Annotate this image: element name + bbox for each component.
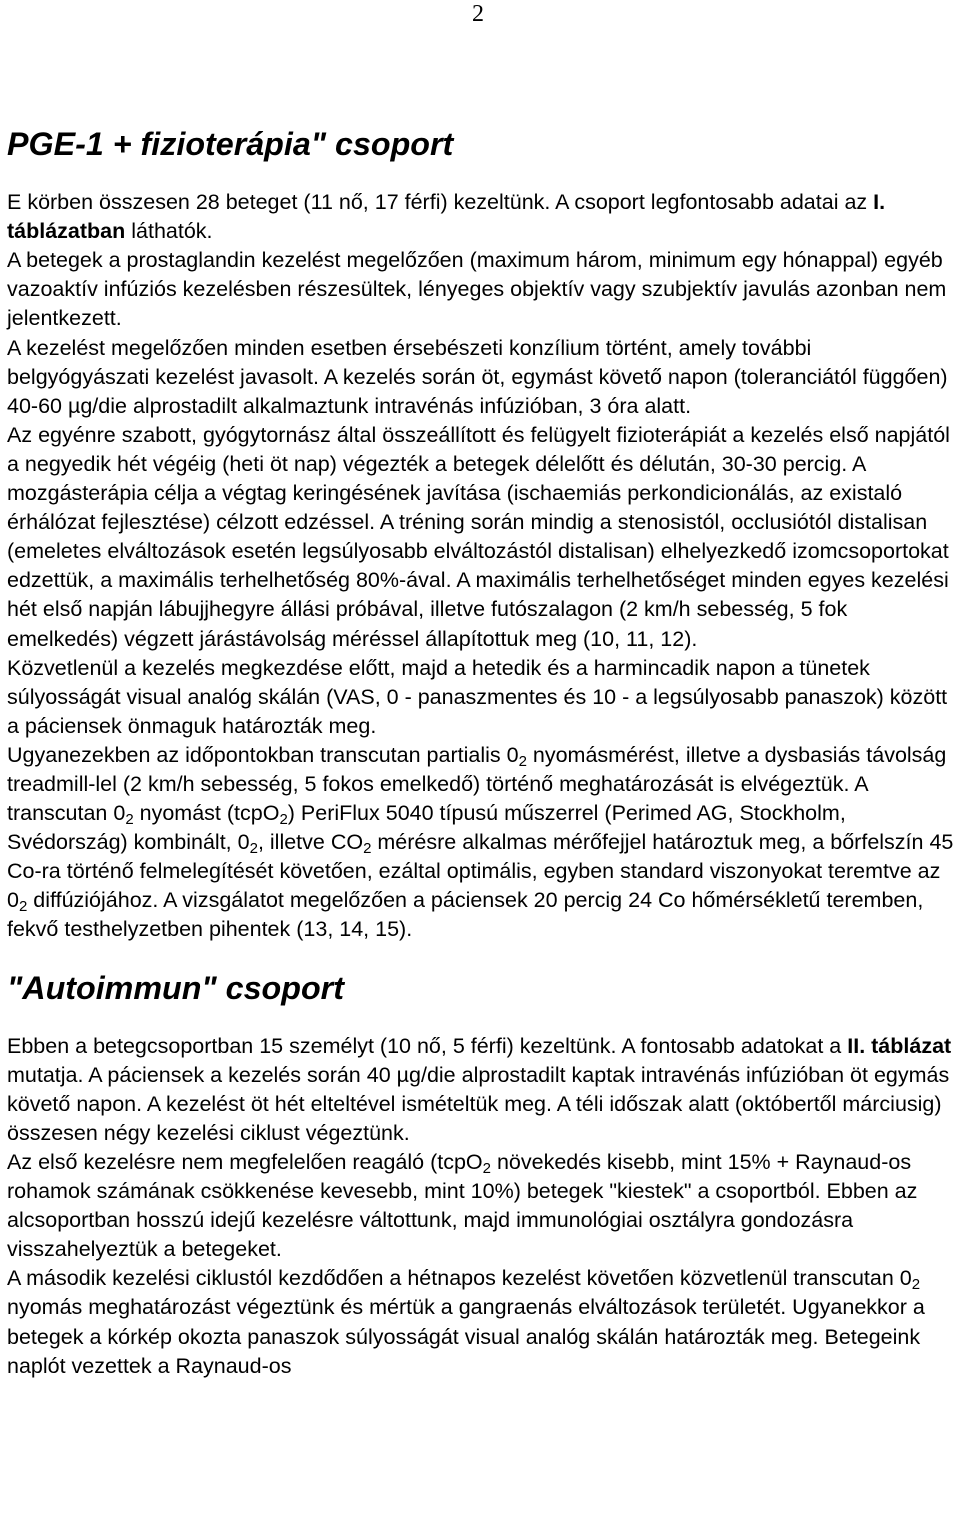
page-number: 2 <box>472 1 484 27</box>
document-body <box>7 126 957 1381</box>
paragraph-non-responders: Az első kezelésre nem megfelelően reagáló (tcpO$_2$ növekedés kisebb, mint 15% + Raynaud-os rohamok számának csökkenése kevesebb, mint 10%) betegek "kiestek" a csoportból. Ebben az alcsoportban hosszú idejű kezelésre váltottunk, majd immunológiai osztályra gondozásra visszahelyeztük a betegeket. <box>7 1150 918 1262</box>
paragraph-consultation: A kezelést megelőzően minden esetben érsebészeti konzílium történt, amely további belgyógyászati kezelést javasolt. A kezelés során öt, egymást követő napon (toleranciától függően) 40-60 µg/die alprostadilt alkalmaztunk intravénás infúzióban, 3 óra alatt. <box>7 335 948 418</box>
paragraph-prior-treatment: A betegek a prostaglandin kezelést megelőzően (maximum három, minimum egy hónappal) egyéb vazoaktív infúziós kezelésben részesültek, lényeges objektív vagy szubjektív javulás azonban nem jelentkezett. <box>7 248 947 331</box>
paragraph-tcpo2: Ugyanezekben az időpontokban transcutan partialis $0_2$ nyomásmérést, illetve a dysbasiás távolság treadmill-lel (2 km/h sebesség, 5 fokos emelkedő) történő meghatározását is elvégeztük. A transcutan $0_2$ nyomást (tcpO$_2$) PeriFlux 5040 típusú műszerrel (Perimed AG, Stockholm, Svédország) kombinált, $0_2$, illetve $CO_2$ mérésre alkalmas mérőfejjel határoztuk meg, a bőrfelszín 45 Co-ra történő felmelegítését követően, ezáltal optimális, egyben standard viszonyokat teremtve az $0_2$ diffúziójához. A vizsgálatot megelőzően a páciensek 20 percig 24 Co hőmérsékletű teremben, fekvő testhelyzetben pihentek (13, 14, 15). <box>7 742 954 942</box>
section-title-pge1: PGE-1 + fizioterápia" csoport <box>7 126 454 162</box>
table-reference: I. táblázatban <box>7 190 886 244</box>
paragraph-autoimmun-intro: Ebben a betegcsoportban 15 személyt (10 nő, 5 férfi) kezeltünk. A fontosabb adatokat a II. táblázat mutatja. A páciensek a kezelés során 40 µg/die alprostadilt kaptak intravénás infúzióban öt egymás követő napon. A kezelést öt hét elteltével ismételtük meg. A téli időszak alatt (októbertől márciusig) összesen négy kezelési ciklust végeztünk. <box>7 1033 952 1145</box>
paragraph-second-cycle: A második kezelési ciklustól kezdődően a hétnapos kezelést követően közvetlenül transcutan $0_2$ nyomás meghatározást végeztünk és mértük a gangraenás elváltozások területét. Ugyanekkor a betegek a kórkép okozta panaszok súlyosságát visual analóg skálán határozták meg. Betegeink naplót vezettek a Raynaud-os <box>7 1266 925 1378</box>
paragraph-intro: E körben összesen 28 beteget (11 nő, 17 férfi) kezeltünk. A csoport legfontosabb adatai az I. táblázatban láthatók. <box>7 190 886 244</box>
table-reference: II. táblázat <box>847 1033 952 1058</box>
section-title-autoimmun: "Autoimmun" csoport <box>7 969 344 1006</box>
paragraph-physiotherapy: Az egyénre szabott, gyógytornász által összeállított és felügyelt fizioterápiát a kezelés első napjától a negyedik hét végéig (heti öt nap) végezték a betegek délelőtt és délután, 30-30 percig. A mozgásterápia célja a végtag keringésének javítása (ischaemiás perkondicionálás, az existaló érhálózat fejlesztése) célzott edzéssel. A tréning során mindig a stenosistól, occlusiótól distalisan (emeletes elváltozások esetén legsúlyosabb elváltozástól distalisan) elhelyezkedő izomcsoportokat edzettük, a maximális terhelhetőség 80%-ával. A maximális terhelhetőséget minden egyes kezelési hét első napján lábujjhegyre állási próbával, illetve futószalagon (2 km/h sebesség, 5 fok emelkedés) végzett járástávolság méréssel állapítottuk meg (10, 11, 12). <box>7 422 950 651</box>
paragraph-vas: Közvetlenül a kezelés megkezdése előtt, majd a hetedik és a harmincadik napon a tünetek súlyosságát visual analóg skálán (VAS, 0 - panaszmentes és 10 - a legsúlyosabb panaszok) között a páciensek önmaguk határozták meg. <box>7 655 948 738</box>
